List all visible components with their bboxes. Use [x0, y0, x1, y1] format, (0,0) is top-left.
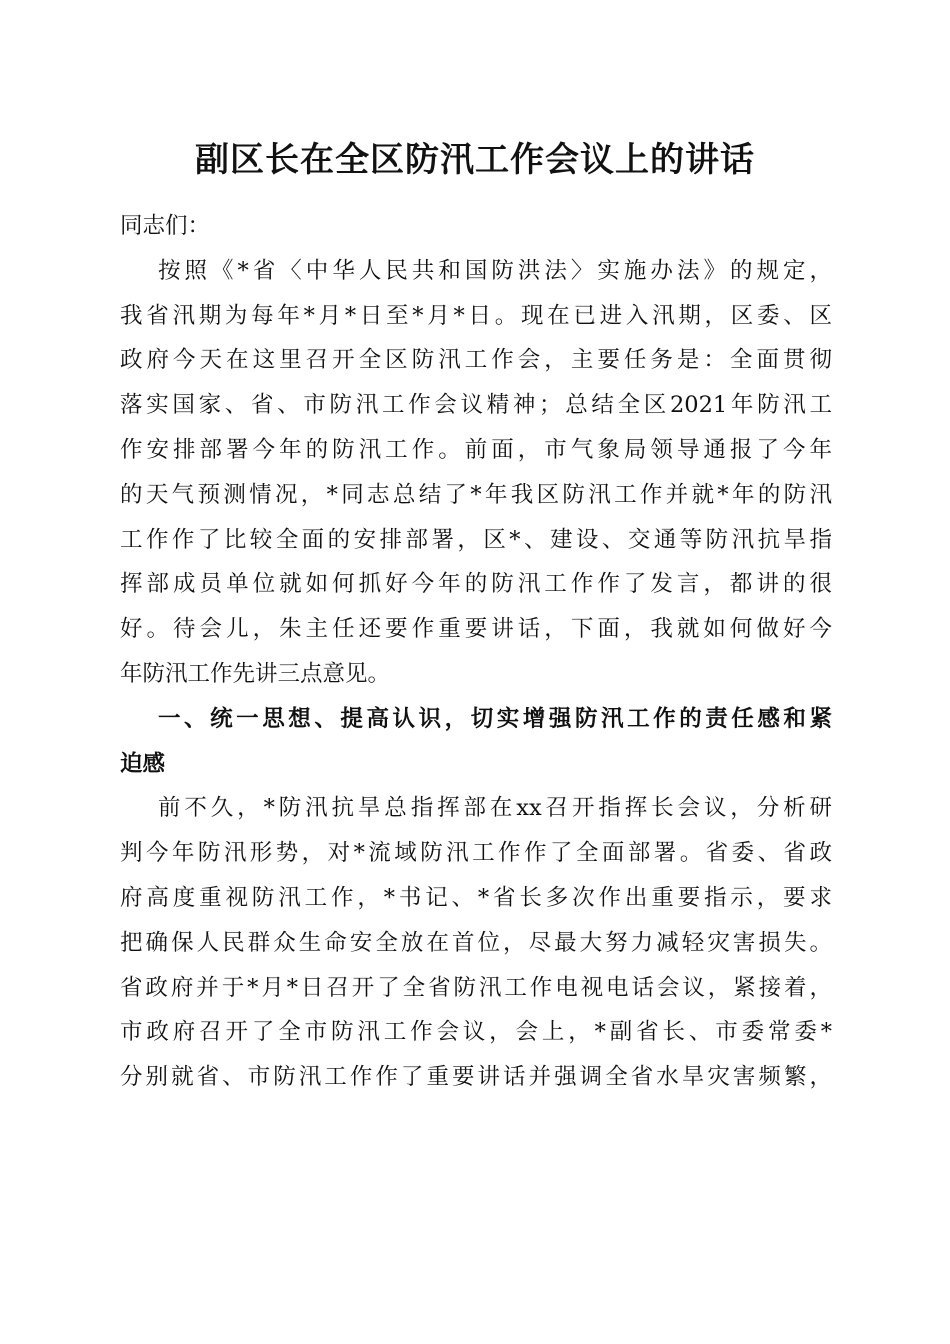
text-line: 市政府召开了全市防汛工作会议，会上，*副省长、市委常委* — [120, 1019, 832, 1046]
document-body — [120, 204, 832, 1100]
text-line: 按照《*省〈中华人民共和国防洪法〉实施办法》的规定， — [158, 257, 832, 284]
text-line: 省政府并于*月*日召开了全省防汛工作电视电话会议，紧接着， — [120, 974, 832, 1001]
text-line: 分别就省、市防汛工作作了重要讲话并强调全省水旱灾害频繁， — [120, 1064, 832, 1091]
heading-line: 迫感 — [120, 750, 166, 777]
text-line: 工作作了比较全面的安排部署，区*、建设、交通等防汛抗旱指 — [120, 526, 832, 553]
section-heading-1 — [120, 697, 832, 787]
paragraph-section-1 — [120, 786, 832, 1100]
text-line: 判今年防汛形势，对*流域防汛工作作了全面部署。省委、省政 — [120, 840, 832, 867]
text-line: 前不久，*防汛抗旱总指挥部在xx召开指挥长会议，分析研 — [158, 795, 832, 822]
text-line: 政府今天在这里召开全区防汛工作会，主要任务是：全面贯彻 — [120, 347, 832, 374]
text-line: 的天气预测情况，*同志总结了*年我区防汛工作并就*年的防汛 — [120, 481, 832, 508]
heading-line: 一、统一思想、提高认识，切实增强防汛工作的责任感和紧 — [158, 705, 832, 732]
salutation: 同志们： — [120, 213, 211, 239]
paragraph-intro — [120, 249, 832, 697]
text-line: 作安排部署今年的防汛工作。前面，市气象局领导通报了今年 — [120, 436, 832, 463]
text-line: 落实国家、省、市防汛工作会议精神；总结全区2021年防汛工 — [120, 392, 832, 419]
document-title: 副区长在全区防汛工作会议上的讲话 — [195, 140, 755, 180]
text-line: 年防汛工作先讲三点意见。 — [120, 660, 391, 687]
text-line: 府高度重视防汛工作，*书记、*省长多次作出重要指示，要求 — [120, 884, 832, 911]
text-line: 把确保人民群众生命安全放在首位，尽最大努力减轻灾害损失。 — [120, 929, 832, 956]
text-line: 挥部成员单位就如何抓好今年的防汛工作作了发言，都讲的很 — [120, 571, 832, 598]
text-line: 好。待会儿，朱主任还要作重要讲话，下面，我就如何做好今 — [120, 616, 832, 643]
text-line: 我省汛期为每年*月*日至*月*日。现在已进入汛期，区委、区 — [120, 302, 832, 329]
